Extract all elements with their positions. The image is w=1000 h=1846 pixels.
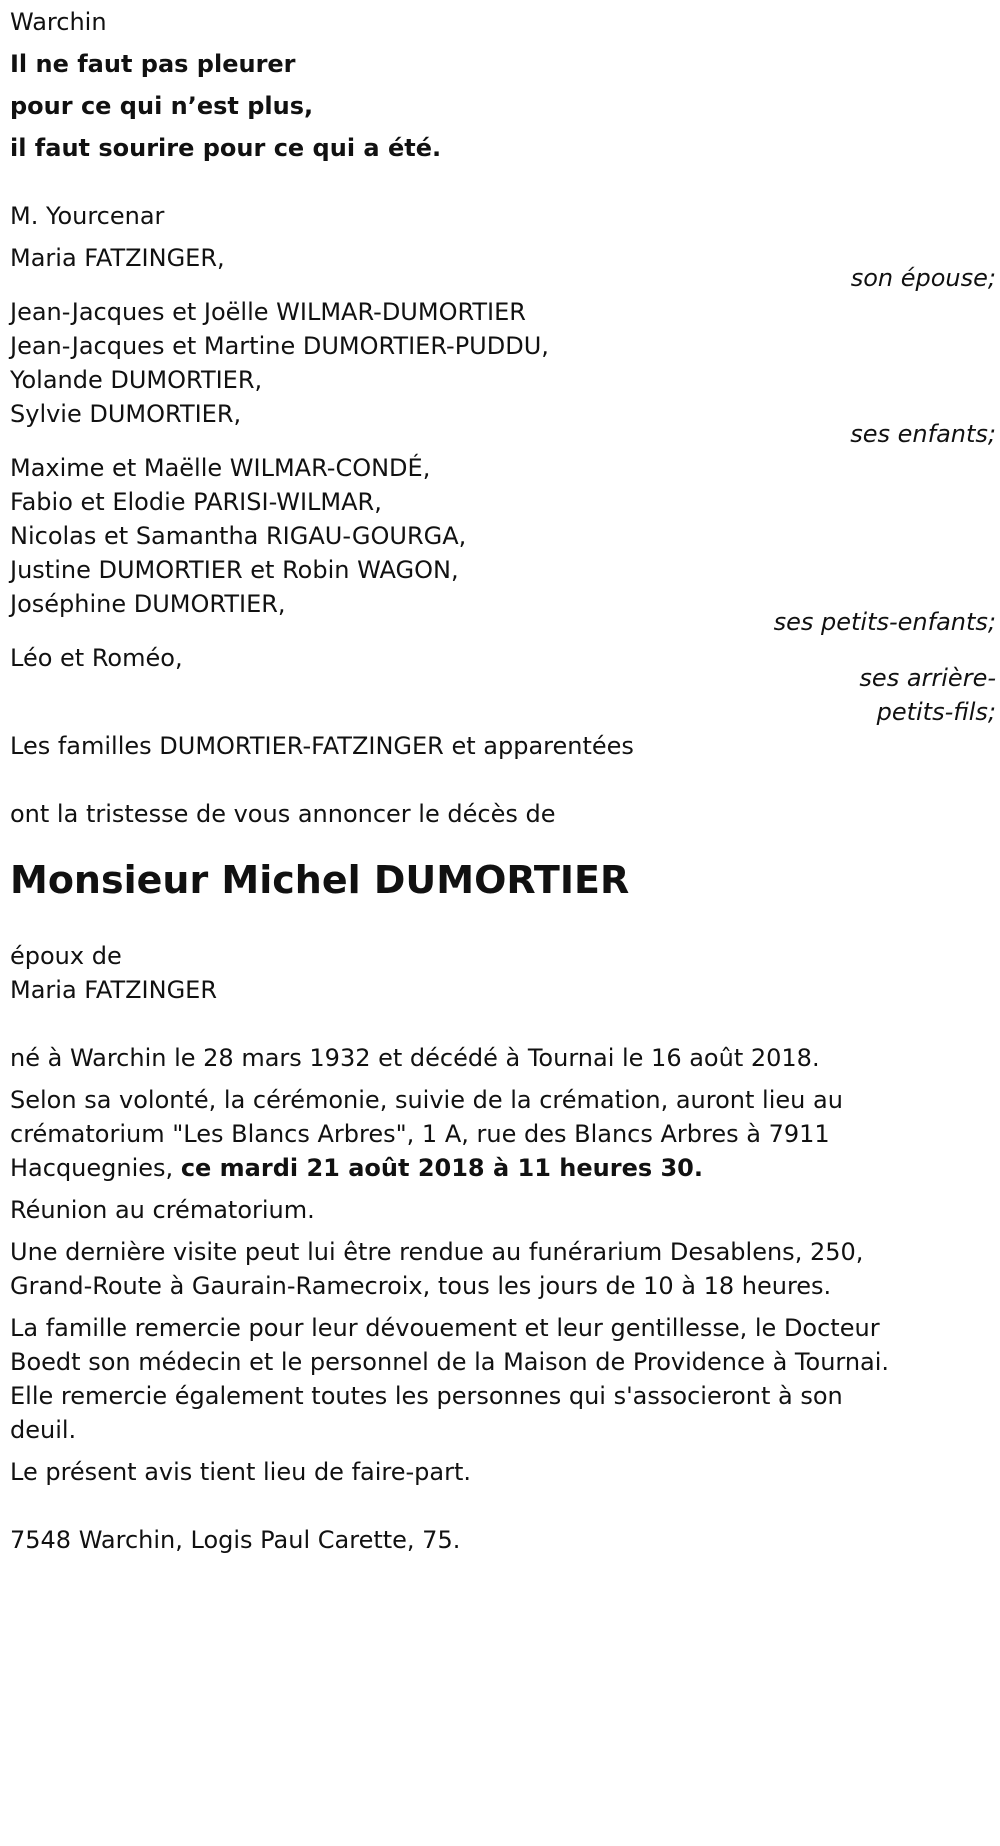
visit-line: Grand-Route à Gaurain-Ramecroix, tous les jours de 10 à 18 heures.: [10, 1272, 832, 1300]
address-line: 7548 Warchin, Logis Paul Carette, 75.: [10, 1526, 461, 1554]
great-grandchildren-role: ses arrière-: [859, 664, 996, 692]
children-role: ses enfants;: [850, 420, 996, 448]
thanks-line: La famille remercie pour leur dévouement et leur gentillesse, le Docteur: [10, 1314, 880, 1342]
grandchildren-role: ses petits-enfants;: [773, 608, 996, 636]
great-grandchildren-name: Léo et Roméo,: [10, 644, 183, 672]
spouse-label: époux de: [10, 942, 122, 970]
grandchild-name: Maxime et Maëlle WILMAR-CONDÉ,: [10, 454, 431, 482]
ceremony-line: [10, 1148, 703, 1188]
thanks-line: Boedt son médecin et le personnel de la Maison de Providence à Tournai.: [10, 1348, 890, 1376]
spouse-name: Maria FATZINGER,: [10, 244, 225, 272]
grandchild-name: Joséphine DUMORTIER,: [10, 590, 286, 618]
great-grandchildren-role: petits-fils;: [876, 698, 996, 726]
spouse-role: son épouse;: [850, 264, 996, 292]
quote-line: pour ce qui n’est plus,: [10, 92, 314, 120]
reunion-line: Réunion au crématorium.: [10, 1196, 315, 1224]
ceremony-date: ce mardi 21 août 2018 à 11 heures 30.: [180, 1154, 703, 1182]
deceased-spouse-name: Maria FATZINGER: [10, 976, 218, 1004]
quote-line: Il ne faut pas pleurer: [10, 50, 296, 78]
ceremony-line: Selon sa volonté, la cérémonie, suivie de la crémation, auront lieu au: [10, 1086, 843, 1114]
thanks-line: Elle remercie également toutes les personnes qui s'associeront à son: [10, 1382, 843, 1410]
ceremony-line: crématorium "Les Blancs Arbres", 1 A, rue des Blancs Arbres à 7911: [10, 1120, 830, 1148]
child-name: Jean-Jacques et Joëlle WILMAR-DUMORTIER: [10, 298, 526, 326]
child-name: Jean-Jacques et Martine DUMORTIER-PUDDU,: [10, 332, 549, 360]
grandchild-name: Justine DUMORTIER et Robin WAGON,: [10, 556, 459, 584]
families-line: Les familles DUMORTIER-FATZINGER et apparentées: [10, 732, 634, 760]
notice-line: Le présent avis tient lieu de faire-part.: [10, 1458, 472, 1486]
ceremony-place: Hacquegnies,: [10, 1154, 181, 1182]
visit-line: Une dernière visite peut lui être rendue au funérarium Desablens, 250,: [10, 1238, 864, 1266]
birth-death-line: né à Warchin le 28 mars 1932 et décédé à Tournai le 16 août 2018.: [10, 1044, 820, 1072]
quote-line: il faut sourire pour ce qui a été.: [10, 134, 442, 162]
location-heading: Warchin: [10, 8, 107, 36]
child-name: Yolande DUMORTIER,: [10, 366, 263, 394]
child-name: Sylvie DUMORTIER,: [10, 400, 242, 428]
grandchild-name: Fabio et Elodie PARISI-WILMAR,: [10, 488, 382, 516]
thanks-line: deuil.: [10, 1416, 77, 1444]
deceased-name: Monsieur Michel DUMORTIER: [10, 858, 630, 902]
grandchild-name: Nicolas et Samantha RIGAU-GOURGA,: [10, 522, 467, 550]
announcement-line: ont la tristesse de vous annoncer le décès de: [10, 800, 556, 828]
quote-author: M. Yourcenar: [10, 202, 165, 230]
